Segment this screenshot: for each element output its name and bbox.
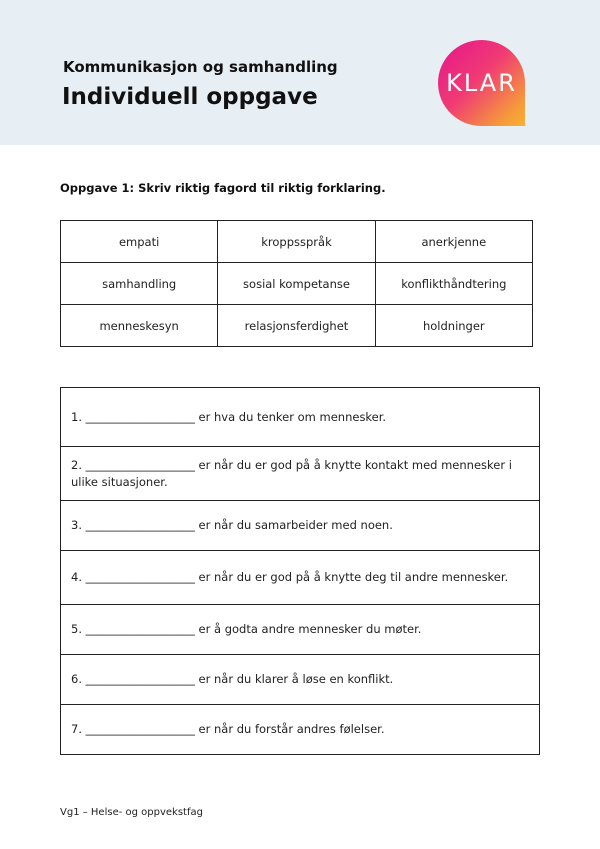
footer-text: Vg1 – Helse- og oppvekstfag xyxy=(60,807,203,818)
sentence-cell: 1. ___________________ er hva du tenker om mennesker. xyxy=(61,388,540,447)
sentence-row xyxy=(61,501,540,551)
sentence-row xyxy=(61,447,540,501)
task-instruction: Oppgave 1: Skriv riktig fagord til riktig forklaring. xyxy=(60,181,386,195)
word-row xyxy=(61,221,533,263)
sentence-cell: 2. ___________________ er når du er god på å knytte kontakt med mennesker i ulike situasjoner. xyxy=(61,447,540,501)
sentence-table xyxy=(60,387,540,755)
page-title: Individuell oppgave xyxy=(62,84,318,110)
word-cell: menneskesyn xyxy=(61,305,218,347)
word-cell: anerkjenne xyxy=(375,221,532,263)
word-cell: samhandling xyxy=(61,263,218,305)
word-bank-table xyxy=(60,220,533,347)
header-banner xyxy=(0,0,600,145)
sentence-row xyxy=(61,551,540,605)
word-row xyxy=(61,305,533,347)
sentence-row xyxy=(61,705,540,755)
sentence-cell: 6. ___________________ er når du klarer å løse en konflikt. xyxy=(61,655,540,705)
word-row xyxy=(61,263,533,305)
logo-text: KLAR xyxy=(446,69,517,97)
word-cell: holdninger xyxy=(375,305,532,347)
klar-logo xyxy=(438,40,525,126)
word-cell: sosial kompetanse xyxy=(218,263,375,305)
sentence-cell: 3. ___________________ er når du samarbeider med noen. xyxy=(61,501,540,551)
sentence-row xyxy=(61,655,540,705)
page-subtitle: Kommunikasjon og samhandling xyxy=(63,58,338,76)
sentence-row xyxy=(61,388,540,447)
word-cell: konflikthåndtering xyxy=(375,263,532,305)
sentence-row xyxy=(61,605,540,655)
word-cell: relasjonsferdighet xyxy=(218,305,375,347)
word-cell: kroppsspråk xyxy=(218,221,375,263)
sentence-cell: 5. ___________________ er å godta andre mennesker du møter. xyxy=(61,605,540,655)
word-cell: empati xyxy=(61,221,218,263)
sentence-cell: 4. ___________________ er når du er god på å knytte deg til andre mennesker. xyxy=(61,551,540,605)
sentence-cell: 7. ___________________ er når du forstår andres følelser. xyxy=(61,705,540,755)
